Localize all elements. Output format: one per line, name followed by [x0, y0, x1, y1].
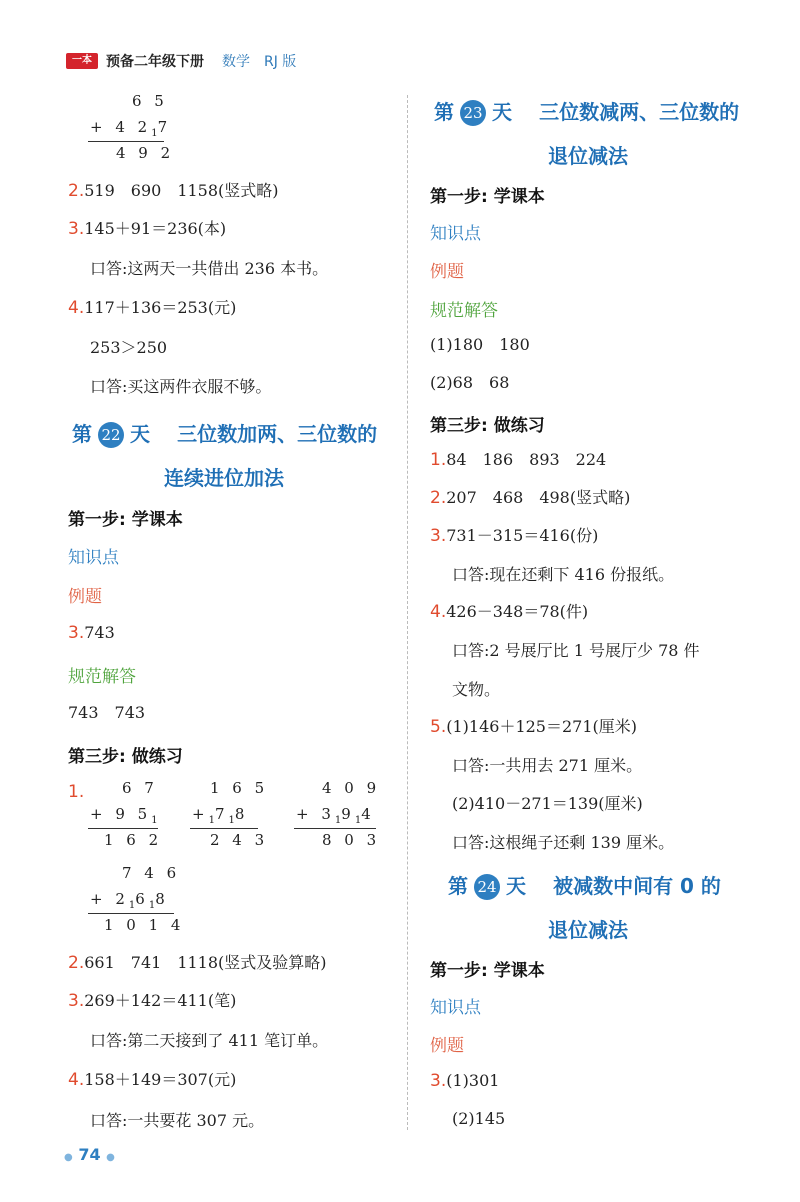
step-heading: 第一步: 学课本	[430, 961, 545, 981]
oral-answer: 口答:一共用去 271 厘米。	[452, 756, 643, 775]
oral-answer: 口答:一共要花 307 元。	[90, 1111, 265, 1130]
section-label-example: 例题	[430, 1036, 464, 1056]
practice-3: 3.731－315＝416(份)	[430, 526, 599, 546]
day-23-heading: 第 23 天 三位数减两、三位数的	[434, 100, 740, 124]
subject-label: 数学	[222, 54, 250, 70]
calc-line	[190, 828, 258, 829]
oral-answer-cont: 文物。	[452, 680, 501, 699]
section-label-example: 例题	[430, 262, 464, 282]
answer-4: 4.117＋136＝253(元)	[68, 298, 237, 318]
practice-5: 5.(1)146＋125＝271(厘米)	[430, 717, 638, 737]
day-24-subtitle: 退位减法	[548, 918, 628, 942]
step-heading: 第一步: 学课本	[68, 510, 183, 530]
day-22-subtitle: 连续进位加法	[164, 466, 284, 490]
step-heading: 第三步: 做练习	[430, 416, 545, 436]
calc-line	[294, 828, 376, 829]
oral-answer: 口答:这两天一共借出 236 本书。	[90, 259, 329, 278]
oral-answer: 口答:2 号展厅比 1 号展厅少 78 件	[452, 641, 700, 660]
page-number: ● 74 ●	[64, 1145, 115, 1164]
section-label-knowledge: 知识点	[68, 548, 119, 568]
section-label-example: 例题	[68, 587, 102, 607]
practice-1-number: 1.	[68, 782, 85, 802]
calc-line	[88, 913, 174, 914]
example-answer-3: 3.(1)301	[430, 1071, 500, 1091]
calc-line	[88, 828, 158, 829]
calc-row: 1 6 5	[210, 779, 269, 797]
oral-answer: 口答:第二天接到了 411 笔订单。	[90, 1031, 329, 1050]
section-label-knowledge: 知识点	[430, 998, 481, 1018]
edition-label: RJ 版	[264, 54, 297, 70]
oral-answer: 口答:现在还剩下 416 份报纸。	[452, 565, 675, 584]
calc-result: 4 9 2	[116, 144, 175, 162]
standard-answer: 743 743	[68, 703, 146, 722]
practice-4: 4.158＋149＝307(元)	[68, 1070, 237, 1090]
practice-1: 1.84 186 893 224	[430, 450, 607, 470]
calc-result: 1 0 1 4	[104, 916, 185, 934]
practice-5-part-2: (2)410－271＝139(厘米)	[452, 794, 643, 813]
calc-result: 8 0 3	[322, 831, 381, 849]
step-heading: 第三步: 做练习	[68, 747, 183, 767]
calc-line	[88, 141, 164, 142]
calc-row: 6 7	[122, 779, 158, 797]
calc-row: + $3_19_14$	[296, 805, 375, 826]
example-answer-3-part-2: (2)145	[452, 1109, 506, 1128]
step-heading: 第一步: 学课本	[430, 187, 545, 207]
oral-answer: 口答:这根绳子还剩 139 厘米。	[452, 833, 675, 852]
calc-row: 4 0 9	[322, 779, 381, 797]
day-24-heading: 第 24 天 被减数中间有 0 的	[448, 874, 721, 898]
example-answer-3: 3.743	[68, 623, 115, 643]
standard-answer: (1)180 180	[430, 335, 530, 354]
standard-answer: (2)68 68	[430, 373, 510, 392]
calc-row: 7 4 6	[122, 864, 181, 882]
practice-3: 3.269＋142＝411(笔)	[68, 991, 237, 1011]
practice-2: 2.661 741 1118(竖式及验算略)	[68, 953, 327, 973]
day-number-badge: 23	[460, 100, 486, 126]
answer-2: 2.519 690 1158(竖式略)	[68, 181, 279, 201]
column-divider	[407, 95, 408, 1130]
oral-answer: 口答:买这两件衣服不够。	[90, 377, 272, 396]
compare-line: 253＞250	[90, 338, 168, 357]
practice-2: 2.207 468 498(竖式略)	[430, 488, 631, 508]
day-22-heading: 第 22 天 三位数加两、三位数的	[72, 422, 378, 446]
section-label-standard: 规范解答	[430, 301, 498, 321]
calc-row: + $2_16_18$	[90, 890, 169, 911]
answer-3: 3.145＋91＝236(本)	[68, 219, 227, 239]
calc-row: + 4 $2_17$	[90, 118, 172, 139]
day-number-badge: 22	[98, 422, 124, 448]
calc-result: 1 6 2	[104, 831, 163, 849]
practice-4: 4.426－348＝78(件)	[430, 602, 589, 622]
calc-row: 6 5	[132, 92, 168, 110]
book-title: 预备二年级下册	[106, 54, 204, 70]
section-label-knowledge: 知识点	[430, 224, 481, 244]
section-label-standard: 规范解答	[68, 667, 136, 687]
calc-row: $+_17_18$	[192, 805, 249, 826]
book-badge: 一本	[66, 53, 98, 69]
day-23-subtitle: 退位减法	[548, 144, 628, 168]
calc-result: 2 4 3	[210, 831, 269, 849]
day-number-badge: 24	[474, 874, 500, 900]
calc-row: + 9 $5_1$	[90, 805, 158, 826]
